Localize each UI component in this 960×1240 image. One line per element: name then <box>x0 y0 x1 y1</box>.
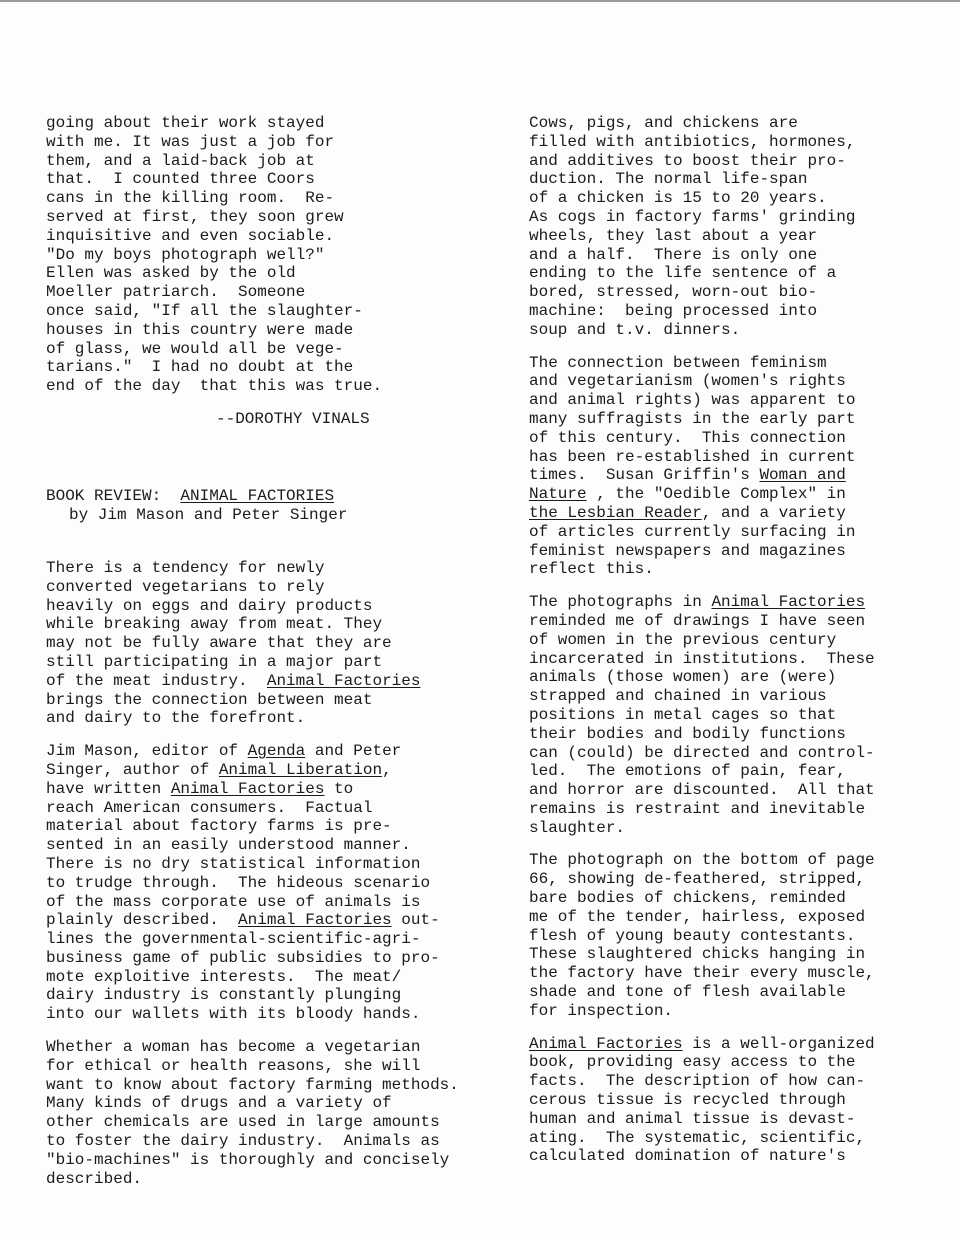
paragraph <box>46 1038 516 1188</box>
text-line: other chemicals are used in large amounts <box>46 1113 440 1132</box>
text-line: still participating in a major part <box>46 652 383 671</box>
paragraph <box>46 114 516 396</box>
text-line: houses in this country were made <box>46 320 354 339</box>
text-line: me of the tender, hairless, exposed <box>529 907 866 926</box>
text-line: sented in an easily understood manner. <box>46 836 411 855</box>
text-line: for inspection. <box>529 1001 674 1020</box>
text-line: of the meat industry. Animal Factories <box>46 671 421 690</box>
text-line: As cogs in factory farms' grinding <box>529 207 856 226</box>
text-line: and vegetarianism (women's rights <box>529 372 846 391</box>
text-line: book, providing easy access to the <box>529 1053 856 1072</box>
text-line: them, and a laid-back job at <box>46 151 315 170</box>
text-line: many suffragists in the early part <box>529 409 856 428</box>
text-line: reflect this. <box>529 560 654 579</box>
text-line: and additives to boost their pro- <box>529 151 846 170</box>
text-line: converted vegetarians to rely <box>46 577 325 596</box>
text-line: into our wallets with its bloody hands. <box>46 1005 421 1024</box>
text-line: end of the day that this was true. <box>46 377 383 396</box>
page-top-rule <box>0 0 960 2</box>
text-line: cerous tissue is recycled through <box>529 1091 846 1110</box>
text-line: animals (those women) are (were) <box>529 668 837 687</box>
paragraph <box>46 742 516 1024</box>
paragraph <box>529 354 934 580</box>
text-line: incarcerated in institutions. These <box>529 649 875 668</box>
text-line: Ellen was asked by the old <box>46 264 296 283</box>
text-line: wheels, they last about a year <box>529 226 818 245</box>
text-line: dairy industry is constantly plunging <box>46 986 402 1005</box>
paragraph <box>46 559 516 728</box>
text-line: that. I counted three Coors <box>46 170 315 189</box>
text-line: of glass, we would all be vege- <box>46 339 344 358</box>
text-line: The photograph on the bottom of page <box>529 851 875 870</box>
text-line: and dairy to the forefront. <box>46 709 306 728</box>
text-line: soup and t.v. dinners. <box>529 320 741 339</box>
text-line: There is a tendency for newly <box>46 558 325 577</box>
text-line: while breaking away from meat. They <box>46 615 383 634</box>
text-line: human and animal tissue is devast- <box>529 1109 856 1128</box>
text-line: strapped and chained in various <box>529 687 827 706</box>
text-line: tarians." I had no doubt at the <box>46 358 354 377</box>
text-line: for ethical or health reasons, she will <box>46 1056 421 1075</box>
text-line: 66, showing de-feathered, stripped, <box>529 870 866 889</box>
text-line: slaughter. <box>529 818 626 837</box>
text-line: mote exploitive interests. The meat/ <box>46 967 402 986</box>
paragraph <box>529 114 934 340</box>
text-line: have written Animal Factories to <box>46 779 354 798</box>
text-line: Animal Factories is a well-organized <box>529 1034 875 1053</box>
text-line: and horror are discounted. All that <box>529 781 875 800</box>
text-line: of articles currently surfacing in <box>529 522 856 541</box>
text-line: reach American consumers. Factual <box>46 798 373 817</box>
text-line: bare bodies of chickens, reminded <box>529 889 846 908</box>
review-label: BOOK REVIEW: <box>46 486 181 505</box>
text-line: once said, "If all the slaughter- <box>46 301 363 320</box>
paragraph <box>529 593 934 837</box>
paragraph <box>529 851 934 1020</box>
text-line: remains is restraint and inevitable <box>529 799 866 818</box>
text-line: "bio-machines" is thoroughly and concisely <box>46 1150 450 1169</box>
text-line: material about factory farms is pre- <box>46 817 392 836</box>
text-line: "Do my boys photograph well?" <box>46 245 325 264</box>
text-line: the Lesbian Reader, and a variety <box>529 503 846 522</box>
text-line: Moeller patriarch. Someone <box>46 283 306 302</box>
text-line: of women in the previous century <box>529 630 837 649</box>
text-line: flesh of young beauty contestants. <box>529 926 856 945</box>
text-line: with me. It was just a job for <box>46 132 335 151</box>
text-line: duction. The normal life-span <box>529 170 808 189</box>
text-line: may not be fully aware that they are <box>46 634 392 653</box>
text-line: machine: being processed into <box>529 301 818 320</box>
text-line: Nature , the "Oedible Complex" in <box>529 485 846 504</box>
text-line: inquisitive and even sociable. <box>46 226 335 245</box>
text-line: to trudge through. The hideous scenario <box>46 873 431 892</box>
text-line: The connection between feminism <box>529 353 827 372</box>
text-line: and a half. There is only one <box>529 245 818 264</box>
text-line: ending to the life sentence of a <box>529 264 837 283</box>
text-line: Jim Mason, editor of Agenda and Peter <box>46 742 402 761</box>
text-line: brings the connection between meat <box>46 690 373 709</box>
text-line: and animal rights) was apparent to <box>529 391 856 410</box>
text-line: These slaughtered chicks hanging in <box>529 945 866 964</box>
text-line: filled with antibiotics, hormones, <box>529 132 856 151</box>
text-line: plainly described. Animal Factories out- <box>46 911 440 930</box>
text-line: of this century. This connection <box>529 428 846 447</box>
text-line: going about their work stayed <box>46 114 325 132</box>
text-line: lines the governmental-scientific-agri- <box>46 930 421 949</box>
left-column <box>46 114 516 1202</box>
book-review-heading <box>46 487 516 525</box>
text-line: There is no dry statistical information <box>46 854 421 873</box>
text-line: facts. The description of how can- <box>529 1072 866 1091</box>
text-line: led. The emotions of pain, fear, <box>529 762 846 781</box>
text-line: ating. The systematic, scientific, <box>529 1128 866 1147</box>
review-book-title: ANIMAL FACTORIES <box>180 486 335 505</box>
text-line: reminded me of drawings I have seen <box>529 611 866 630</box>
text-line: Whether a woman has become a vegetarian <box>46 1038 421 1057</box>
text-line: served at first, they soon grew <box>46 207 344 226</box>
text-line: their bodies and bodily functions <box>529 724 846 743</box>
text-line: bored, stressed, worn-out bio- <box>529 283 818 302</box>
text-line: Cows, pigs, and chickens are <box>529 114 798 132</box>
text-line: of a chicken is 15 to 20 years. <box>529 189 827 208</box>
paragraph <box>529 1035 934 1167</box>
text-line: of the mass corporate use of animals is <box>46 892 421 911</box>
text-line: Singer, author of Animal Liberation, <box>46 760 392 779</box>
text-line: described. <box>46 1169 143 1188</box>
text-line: want to know about factory farming methods. <box>46 1075 459 1094</box>
text-line: shade and tone of flesh available <box>529 983 846 1002</box>
text-line: heavily on eggs and dairy products <box>46 596 373 615</box>
right-column <box>529 114 934 1180</box>
text-line: feminist newspapers and magazines <box>529 541 846 560</box>
review-title-line <box>46 487 516 506</box>
text-line: has been re-established in current <box>529 447 856 466</box>
text-line: cans in the killing room. Re- <box>46 189 335 208</box>
text-line: positions in metal cages so that <box>529 705 837 724</box>
text-line: calculated domination of nature's <box>529 1147 846 1166</box>
text-line: business game of public subsidies to pro- <box>46 948 440 967</box>
text-line: the factory have their every muscle, <box>529 964 875 983</box>
review-authors: by Jim Mason and Peter Singer <box>69 505 348 524</box>
text-line: times. Susan Griffin's Woman and <box>529 466 846 485</box>
author-signature: --DOROTHY VINALS <box>216 409 370 428</box>
text-line: can (could) be directed and control- <box>529 743 875 762</box>
text-line: Many kinds of drugs and a variety of <box>46 1094 392 1113</box>
text-line: to foster the dairy industry. Animals as <box>46 1132 440 1151</box>
text-line: The photographs in Animal Factories <box>529 593 866 612</box>
